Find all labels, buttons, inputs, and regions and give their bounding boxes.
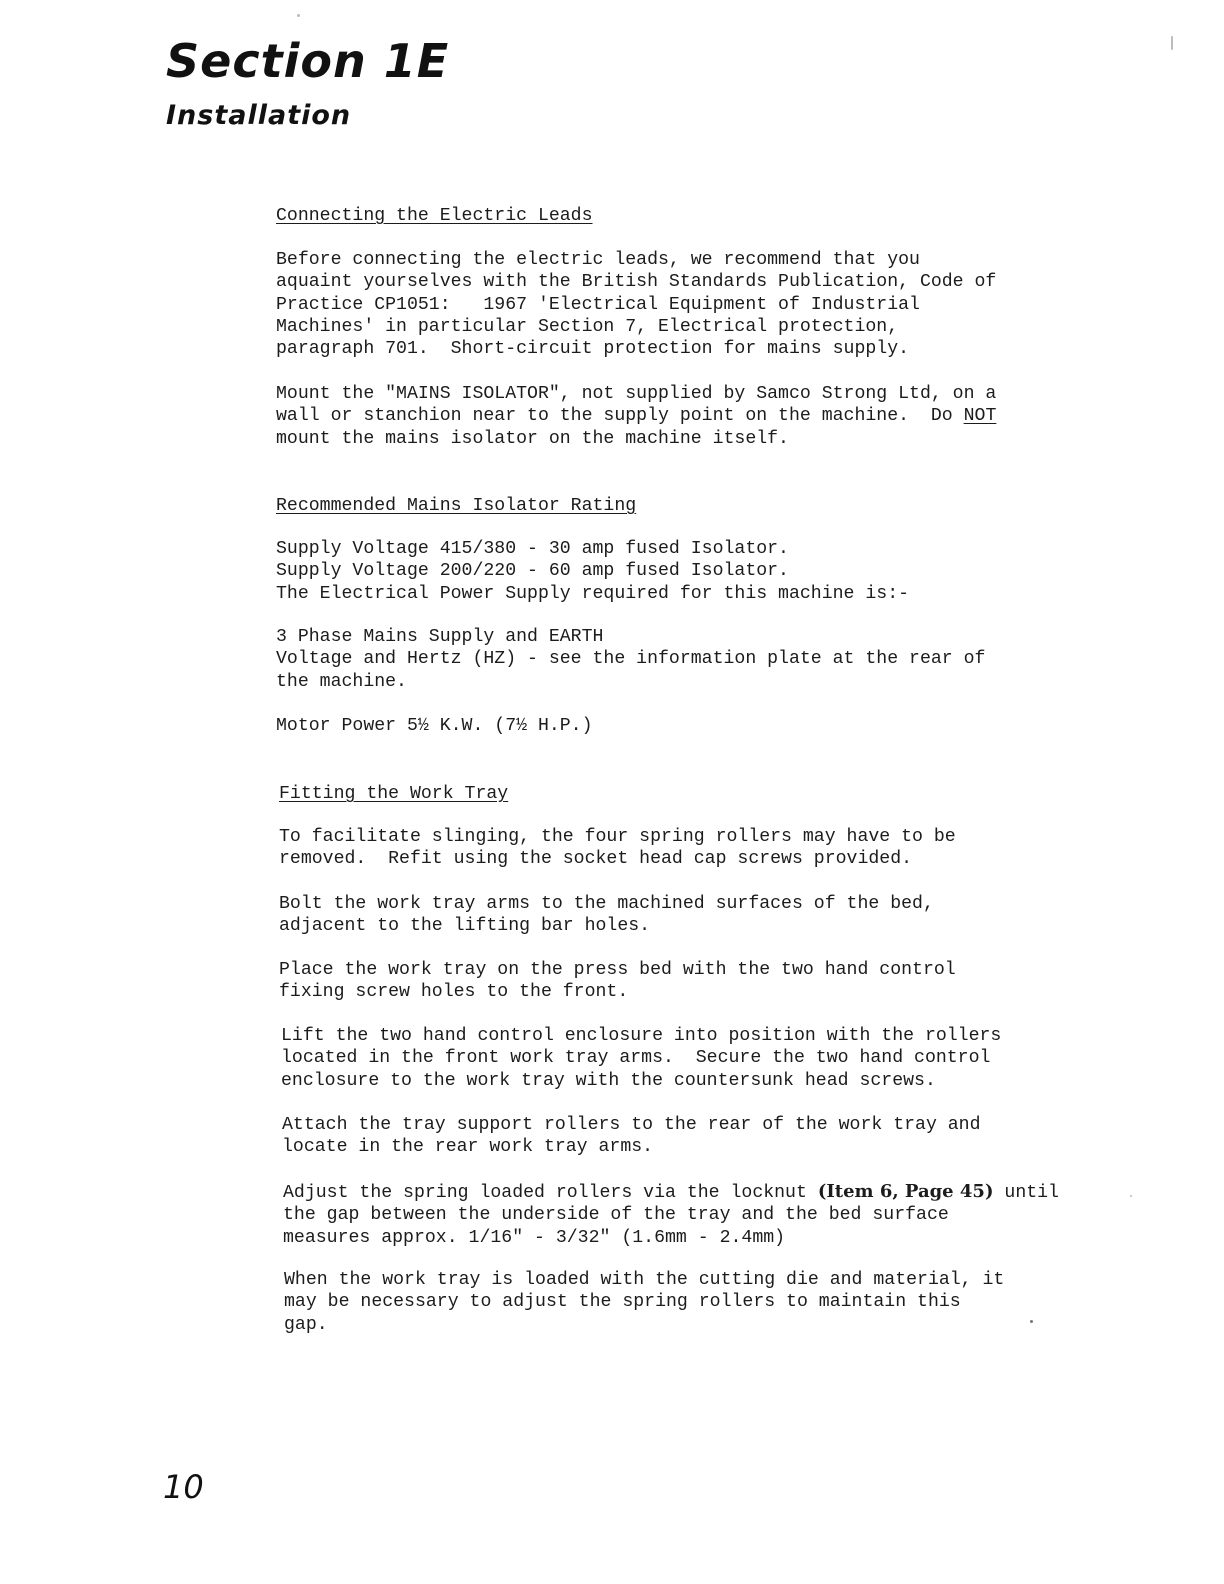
scan-speck (1030, 1320, 1033, 1323)
text-line: the gap between the underside of the tray and the bed surface (283, 1205, 949, 1226)
text-line: aquaint yourselves with the British Standards Publication, Code of (276, 272, 997, 293)
paragraph-hand-control (281, 1025, 1001, 1092)
text-line: removed. Refit using the socket head cap screws provided. (279, 849, 913, 870)
paragraph-mains-isolator (276, 383, 996, 450)
section-title: Section 1E (166, 34, 450, 88)
text-line: Adjust the spring loaded rollers via the locknut (283, 1183, 818, 1203)
paragraph-place-tray (279, 959, 956, 1004)
text-line: Bolt the work tray arms to the machined surfaces of the bed, (279, 894, 934, 914)
motor-power: Motor Power 5½ K.W. (7½ H.P.) (276, 716, 593, 736)
text-line: gap. (284, 1314, 328, 1335)
paragraph-slinging (279, 826, 956, 871)
text-line: measures approx. 1/16" - 3/32" (1.6mm - 2.4mm) (283, 1227, 786, 1248)
text-line: Mount the "MAINS ISOLATOR", not supplied by Samco Strong Ltd, on a (276, 384, 997, 404)
paragraph-bolt-arms (279, 893, 934, 938)
text-line: may be necessary to adjust the spring rollers to maintain this (284, 1292, 961, 1313)
text-line: Place the work tray on the press bed with the two hand control (279, 960, 956, 980)
text-line: Machines' in particular Section 7, Electrical protection, (276, 316, 899, 337)
text-line: To facilitate slinging, the four spring rollers may have to be (279, 827, 956, 847)
text-line: enclosure to the work tray with the countersunk head screws. (281, 1070, 936, 1091)
section-subtitle: Installation (166, 100, 352, 131)
paragraph-loaded-tray (284, 1269, 1004, 1336)
page-number: 10 (163, 1468, 204, 1506)
text-line: mount the mains isolator on the machine itself. (276, 428, 789, 449)
text-line: located in the front work tray arms. Secure the two hand control (281, 1048, 991, 1069)
item-reference: (Item 6, Page 45) (817, 1181, 994, 1202)
text-line: fixing screw holes to the front. (279, 982, 629, 1003)
text-line: 3 Phase Mains Supply and EARTH (276, 627, 604, 647)
paragraph-supply-voltage (276, 538, 909, 605)
heading-isolator-rating: Recommended Mains Isolator Rating (276, 496, 637, 516)
text-line: wall or stanchion near to the supply point on the machine. Do (276, 406, 964, 427)
scan-speck (1130, 1195, 1132, 1197)
heading-work-tray: Fitting the Work Tray (279, 784, 509, 804)
text-line: the machine. (276, 671, 407, 692)
text-line: Practice CP1051: 1967 'Electrical Equipment of Industrial (276, 294, 920, 315)
scan-speck (297, 14, 300, 17)
text-line: The Electrical Power Supply required for this machine is:- (276, 583, 910, 604)
text-line: Attach the tray support rollers to the rear of the work tray and (282, 1115, 981, 1135)
text-line: adjacent to the lifting bar holes. (279, 916, 651, 937)
text-line: Lift the two hand control enclosure into position with the rollers (281, 1026, 1002, 1046)
text-line: Supply Voltage 415/380 - 30 amp fused Isolator. (276, 539, 789, 559)
paragraph-phase-supply (276, 626, 985, 693)
text-line: Supply Voltage 200/220 - 60 amp fused Isolator. (276, 561, 789, 582)
text-line: When the work tray is loaded with the cutting die and material, it (284, 1270, 1005, 1290)
text-line: locate in the rear work tray arms. (282, 1137, 654, 1158)
text-line: paragraph 701. Short-circuit protection for mains supply. (276, 339, 910, 360)
emphasis-not: NOT (963, 406, 997, 427)
text-line: Voltage and Hertz (HZ) - see the information plate at the rear of (276, 649, 986, 670)
text-line: until (993, 1183, 1059, 1203)
scan-mark (1171, 36, 1173, 50)
text-line: Before connecting the electric leads, we recommend that you (276, 250, 920, 270)
paragraph-electric-leads-intro (276, 249, 996, 360)
paragraph-adjust-rollers (283, 1181, 1059, 1249)
heading-electric-leads: Connecting the Electric Leads (276, 206, 593, 226)
paragraph-support-rollers (282, 1114, 981, 1159)
